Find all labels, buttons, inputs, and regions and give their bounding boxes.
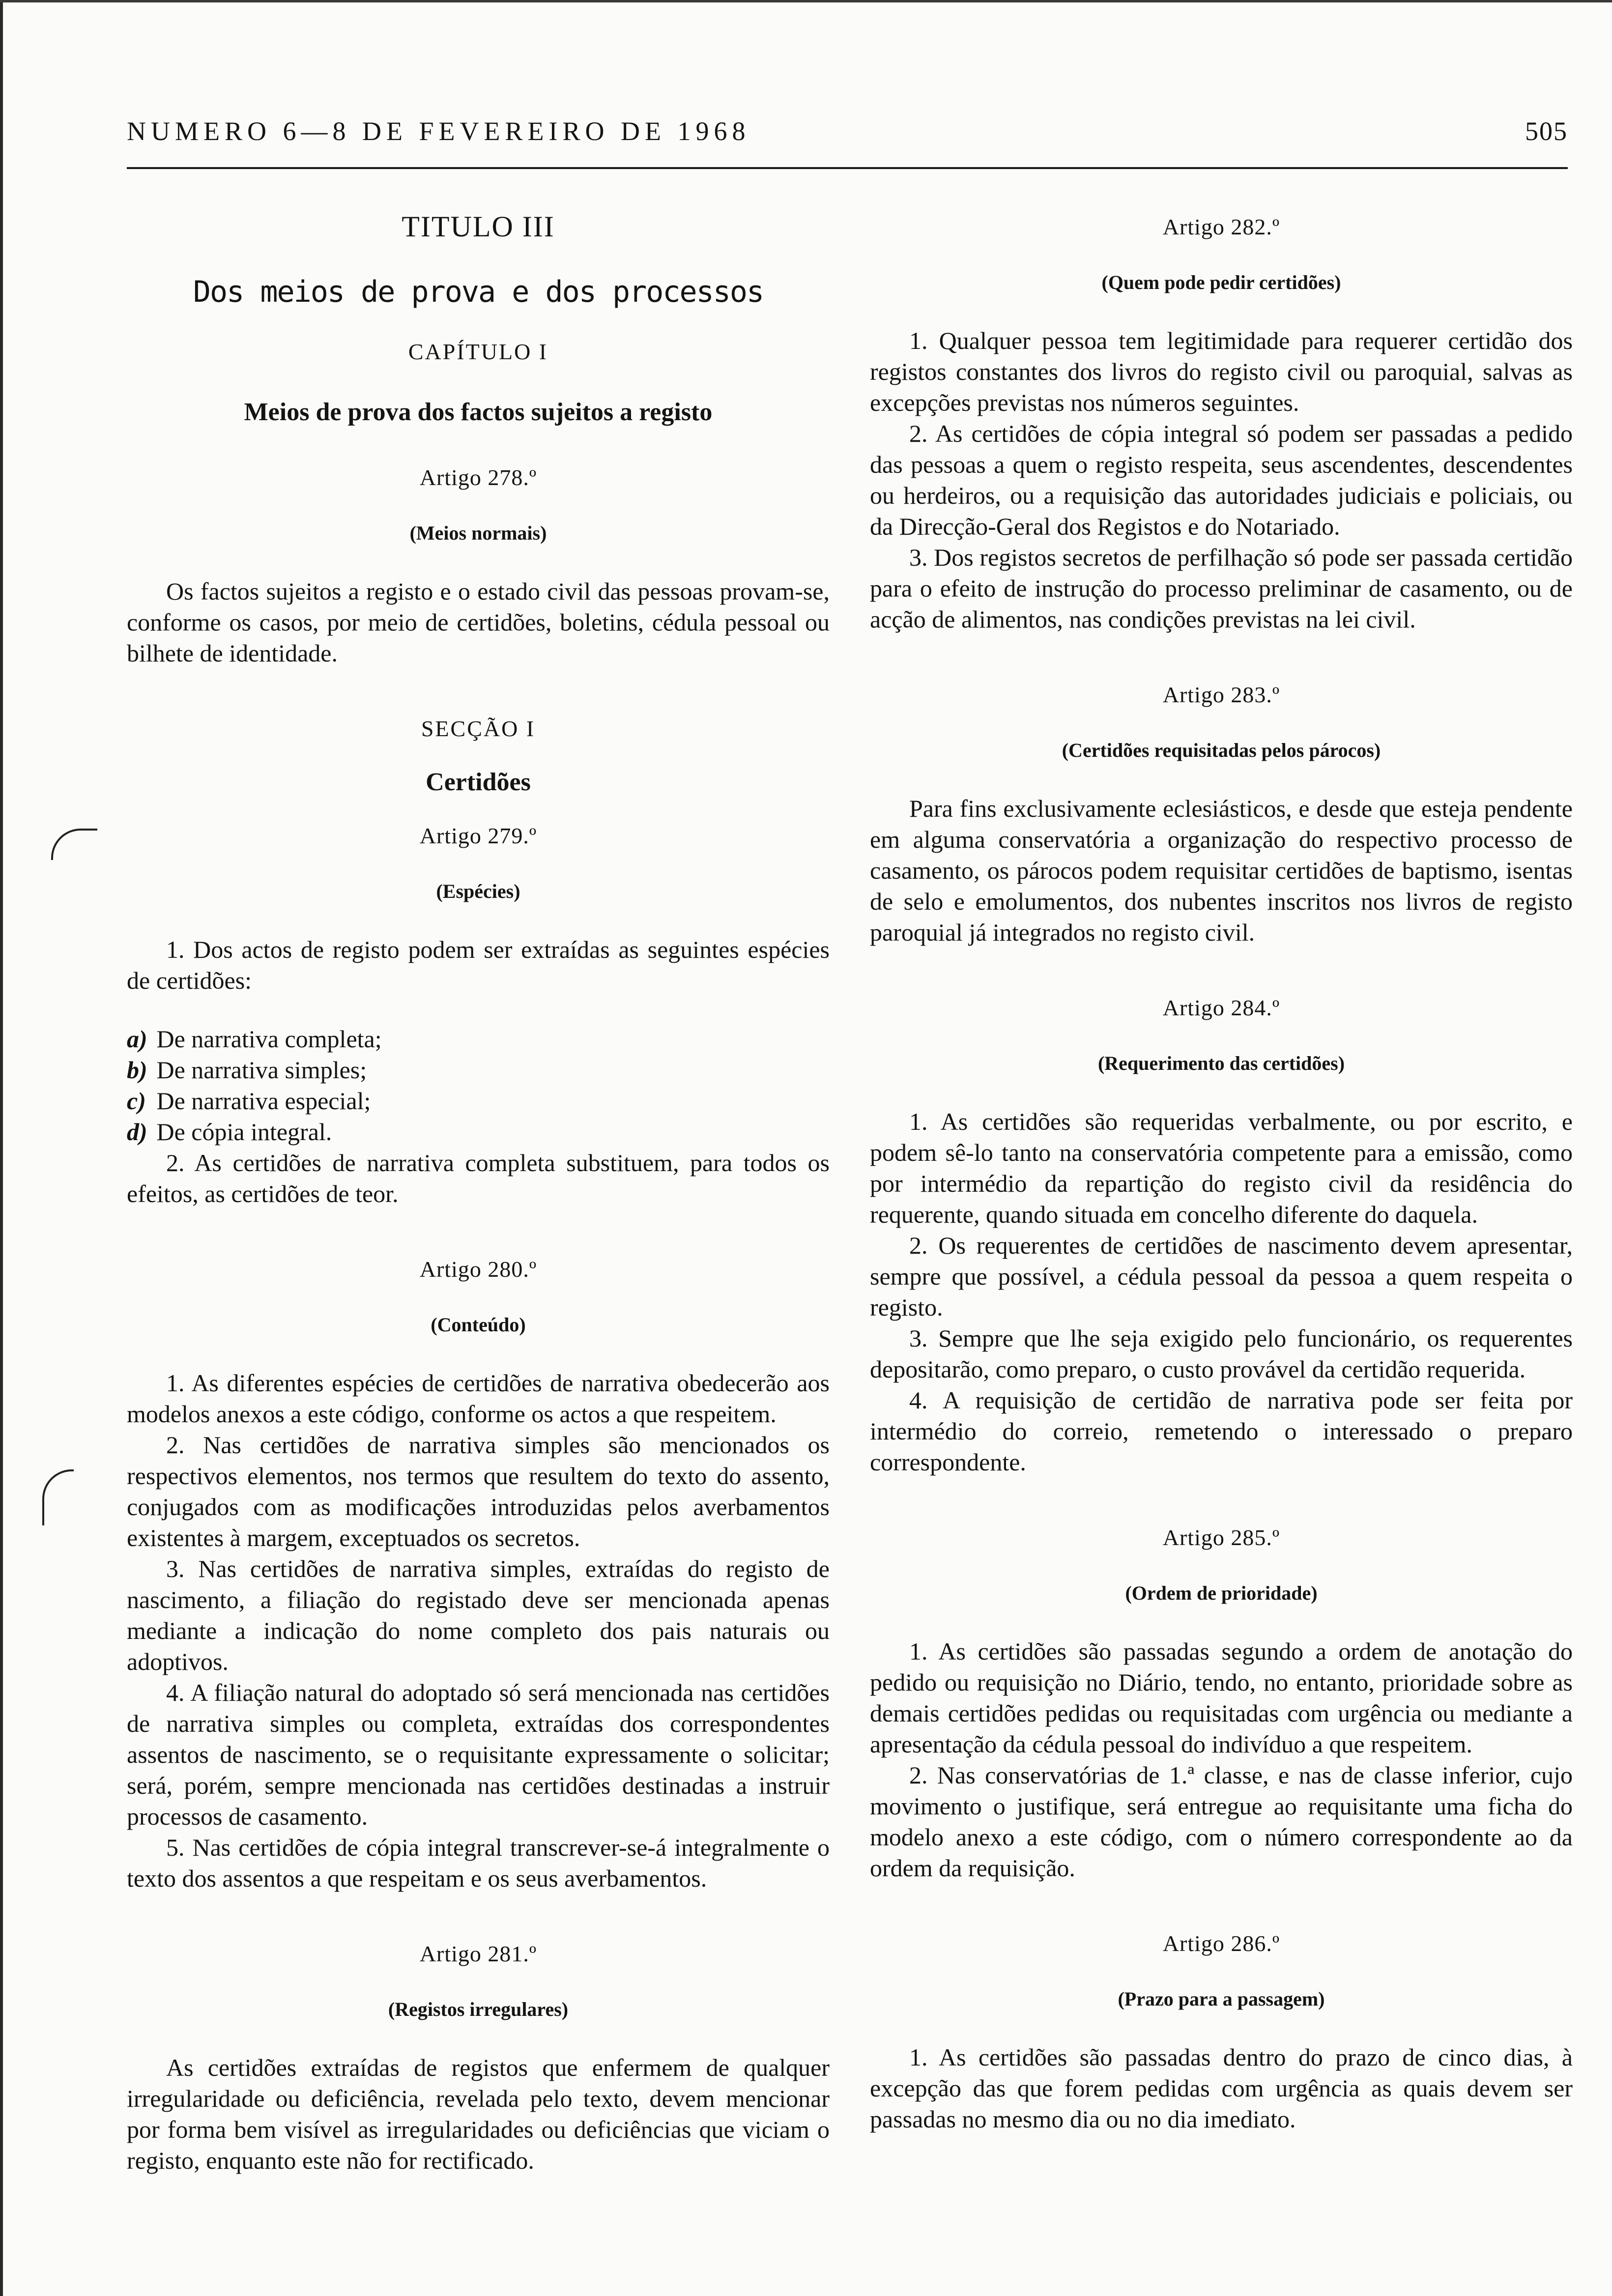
paragraph: 4. A requisição de certidão de narrativa pode ser feita por intermédio do correio, remetendo o interessado o preparo correspondente. — [870, 1386, 1573, 1476]
chapter-heading: CAPÍTULO I — [408, 339, 548, 364]
article-subheading: (Meios normais) — [409, 522, 547, 544]
list-item — [127, 1055, 830, 1086]
paragraph: 2. As certidões de cópia integral só podem ser passadas a pedido das pessoas a quem o registo respeita, seus ascendentes, descendentes ou herdeiros, ou a requisição das autoridades judiciais e policiais, ou da Direcção-Geral dos Registos e do Notariado. — [870, 420, 1573, 540]
article-281 — [127, 1938, 830, 2176]
margin-pen-mark — [42, 1469, 74, 1525]
paragraph: 2. Os requerentes de certidões de nascimento devem apresentar, sempre que possível, a cédula pessoal da pessoa a quem respeita o registo. — [870, 1232, 1573, 1321]
list-text: De narrativa especial; — [156, 1087, 371, 1115]
list-item — [127, 1086, 830, 1117]
paragraph: Os factos sujeitos a registo e o estado civil das pessoas provam-se, conforme os casos, por meio de certidões, boletins, cédula pessoal ou bilhete de identidade. — [127, 577, 830, 667]
page-header — [127, 109, 1568, 148]
margin-pen-mark — [51, 829, 97, 860]
scan-border-left — [0, 0, 3, 2296]
article-278 — [127, 462, 830, 669]
paragraph: 5. Nas certidões de cópia integral transcrever-se-á integralmente o texto dos assentos a que respeitam e os seus averbamentos. — [127, 1834, 830, 1892]
list-item — [127, 1117, 830, 1148]
article-subheading: (Prazo para a passagem) — [1118, 1988, 1325, 2010]
article-heading: Artigo 283.º — [1162, 682, 1280, 707]
article-heading: Artigo 279.º — [419, 823, 537, 848]
header-title: NUMERO 6—8 DE FEVEREIRO DE 1968 — [127, 116, 750, 146]
list-label: c) — [127, 1087, 146, 1115]
paragraph: 1. As certidões são requeridas verbalmente, ou por escrito, e podem sê-lo tanto na conservatória competente para a emissão, como por intermédio da repartição do registo civil da residência do requerente, quando situada em concelho diferente do daquela. — [870, 1108, 1573, 1228]
title-heading: TITULO III — [402, 210, 555, 243]
article-heading: Artigo 278.º — [419, 465, 537, 490]
article-279 — [127, 820, 830, 1209]
article-283 — [870, 679, 1573, 948]
article-subheading: (Certidões requisitadas pelos párocos) — [1062, 739, 1381, 761]
article-heading: Artigo 285.º — [1162, 1525, 1280, 1550]
article-282 — [870, 211, 1573, 635]
list-label: b) — [127, 1056, 147, 1084]
article-subheading: (Conteúdo) — [431, 1314, 526, 1336]
paragraph: 1. As certidões são passadas dentro do prazo de cinco dias, à excepção das que forem pedidas com urgência as quais devem ser passadas no mesmo dia ou no dia imediato. — [870, 2043, 1573, 2133]
section-heading: SECÇÃO I — [421, 716, 536, 741]
paragraph: 1. Qualquer pessoa tem legitimidade para requerer certidão dos registos constantes dos livros do registo civil ou paroquial, salvas as excepções previstas nos números seguintes. — [870, 327, 1573, 416]
article-286 — [870, 1928, 1573, 2135]
paragraph: 2. As certidões de narrativa completa substituem, para todos os efeitos, as certidões de teor. — [127, 1149, 830, 1207]
article-subheading: (Requerimento das certidões) — [1097, 1052, 1345, 1074]
article-heading: Artigo 286.º — [1162, 1931, 1280, 1956]
paragraph: 2. Nas conservatórias de 1.ª classe, e nas de classe inferior, cujo movimento o justifique, será entregue ao requisitante uma ficha do modelo anexo a este código, com o número correspondente ao da ordem da requisição. — [870, 1761, 1573, 1882]
paragraph: 2. Nas certidões de narrativa simples são mencionados os respectivos elementos, nos termos que resultem do texto do assento, conjugados com as modificações introduzidas pelos averbamentos existentes à margem, exceptuados os secretos. — [127, 1431, 830, 1551]
species-list — [127, 1024, 830, 1148]
paragraph: 1. As certidões são passadas segundo a ordem de anotação do pedido ou requisição no Diário, tendo, no entanto, prioridade sobre as demais certidões pedidas ou requisitadas com urgência ou mediante a apresentação da cédula pessoal do indivíduo a que respeitem. — [870, 1637, 1573, 1758]
article-284 — [870, 992, 1573, 1478]
article-subheading: (Registos irregulares) — [388, 1998, 569, 2020]
article-subheading: (Ordem de prioridade) — [1125, 1582, 1318, 1604]
article-subheading: (Quem pode pedir certidões) — [1101, 271, 1341, 293]
paragraph: 3. Nas certidões de narrativa simples, extraídas do registo de nascimento, a filiação do registado deve ser mencionada apenas mediante a indicação do nome completo dos pais naturais ou adoptivos. — [127, 1555, 830, 1675]
list-text: De narrativa simples; — [156, 1056, 367, 1084]
paragraph: 1. As diferentes espécies de certidões de narrativa obedecerão aos modelos anexos a este código, conforme os actos a que respeitem. — [127, 1369, 830, 1428]
paragraph: As certidões extraídas de registos que enfermem de qualquer irregularidade ou deficiência, revelada pelo texto, devem mencionar por forma bem visível as irregularidades ou deficiências que viciam o registo, enquanto este não for rectificado. — [127, 2054, 830, 2174]
section-subheading: Certidões — [426, 768, 531, 796]
paragraph: 1. Dos actos de registo podem ser extraídas as seguintes espécies de certidões: — [127, 936, 830, 994]
list-item — [127, 1024, 830, 1055]
paragraph: 3. Sempre que lhe seja exigido pelo funcionário, os requerentes depositarão, como preparo, o custo provável da certidão requerida. — [870, 1324, 1573, 1383]
list-label: a) — [127, 1025, 147, 1053]
page-number: 505 — [1525, 116, 1568, 146]
article-heading: Artigo 282.º — [1162, 214, 1280, 239]
left-column — [127, 211, 830, 2220]
paragraph: Para fins exclusivamente eclesiásticos, e desde que esteja pendente em alguma conservatória a organização do respectivo processo de casamento, os párocos podem requisitar certidões de baptismo, isentas de selo e emolumentos, dos nubentes inscritos nos livros de registo paroquial já integrados no registo civil. — [870, 795, 1573, 946]
title-subheading: Dos meios de prova e dos processos — [193, 275, 764, 309]
article-heading: Artigo 280.º — [419, 1257, 537, 1282]
paragraph: 4. A filiação natural do adoptado só será mencionada nas certidões de narrativa simples ou completa, extraídas dos correspondentes assentos de nascimento, se o requisitante expressamente o solicitar; será, porém, sempre mencionada nas certidões destinadas a instruir processos de casamento. — [127, 1679, 830, 1830]
article-280 — [127, 1254, 830, 1894]
list-label: d) — [127, 1118, 147, 1146]
chapter-subheading: Meios de prova dos factos sujeitos a registo — [244, 398, 713, 426]
list-text: De cópia integral. — [156, 1118, 332, 1146]
paragraph: 3. Dos registos secretos de perfilhação só pode ser passada certidão para o efeito de instrução do processo preliminar de casamento, ou de acção de alimentos, nas condições previstas na lei civil. — [870, 544, 1573, 633]
header-rule — [127, 167, 1568, 169]
article-285 — [870, 1522, 1573, 1884]
article-subheading: (Espécies) — [436, 880, 520, 902]
article-heading: Artigo 281.º — [419, 1941, 537, 1966]
scan-border-top — [0, 0, 1612, 2]
right-column — [870, 211, 1573, 2179]
article-heading: Artigo 284.º — [1162, 995, 1280, 1020]
list-text: De narrativa completa; — [156, 1025, 382, 1053]
